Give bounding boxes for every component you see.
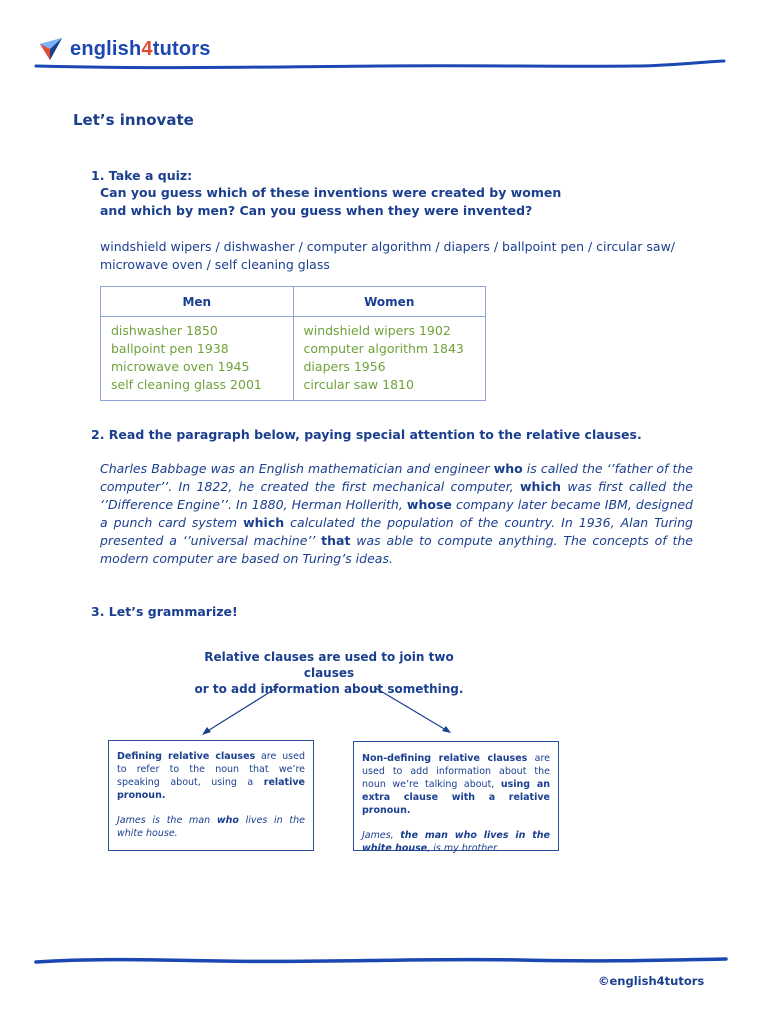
list-item: circular saw 1810	[303, 377, 414, 392]
footer-wave-divider	[0, 952, 768, 968]
inventions-word-list: windshield wipers / dishwasher / computer algorithm / diapers / ballpoint pen / circular saw/ microwave oven / self cleaning glass	[100, 239, 676, 272]
non-defining-clause-box: Non-defining relative clauses are used to add information about the noun we’re talking about, using an extra clause with a relative pronoun. James, the man who lives in the white house, is my brother.	[353, 741, 559, 851]
arrow-left	[206, 687, 278, 732]
inventions-table	[100, 286, 486, 401]
relative-pronoun: who	[493, 461, 523, 476]
men-answers-cell	[101, 317, 294, 401]
defining-example: James is the man who lives in the white house.	[117, 815, 306, 839]
relative-pronoun: that	[321, 533, 351, 548]
arrow-right	[374, 687, 446, 730]
relative-pronoun: which	[243, 515, 285, 530]
list-item: microwave oven 1945	[111, 359, 250, 374]
list-item: windshield wipers 1902	[303, 323, 451, 338]
defining-clause-box: Defining relative clauses are used to refer to the noun that we’re speaking about, using a relative pronoun. James is the man who lives in the white house.	[108, 740, 314, 851]
list-item: self cleaning glass 2001	[111, 377, 262, 392]
diagram-arrows	[190, 684, 470, 740]
brand-name: english4tutors	[70, 37, 211, 60]
footer-copyright: ©english4tutors	[598, 974, 705, 988]
list-item: diapers 1956	[303, 359, 386, 374]
women-answers-cell	[293, 317, 486, 401]
quiz-question: Can you guess which of these inventions were created by women and which by men? Can you guess when they were invented?	[100, 185, 562, 218]
reading-paragraph: Charles Babbage was an English mathematician and engineer who is called the ‘’father of the computer’’. In 1822, he created the first mechanical computer, which was first called the ‘’Difference Engine’’. In 1880, Herman Hollerith, whose company later became IBM, designed a punch card system which calculated the population of the country. In 1936, Alan Turing presented a ‘’universal machine’’ that was able to compute anything. The concepts of the modern computer are based on Turing’s ideas.	[100, 461, 693, 566]
relative-pronoun: whose	[406, 497, 452, 512]
column-header-women: Women	[293, 287, 486, 317]
quiz-heading: 1. Take a quiz:	[91, 168, 193, 183]
grammar-heading: 3. Let’s grammarize!	[91, 604, 238, 619]
reading-heading: 2. Read the paragraph below, paying special attention to the relative clauses.	[91, 427, 642, 442]
list-item: dishwasher 1850	[111, 323, 218, 338]
grammar-intro: Relative clauses are used to join two clauses or to add information about something.	[194, 650, 464, 696]
list-item: computer algorithm 1843	[303, 341, 464, 356]
column-header-men: Men	[101, 287, 294, 317]
relative-pronoun: which	[520, 479, 562, 494]
list-item: ballpoint pen 1938	[111, 341, 229, 356]
non-defining-example: James, the man who lives in the white house, is my brother.	[362, 830, 550, 854]
page-title: Let’s innovate	[73, 111, 194, 129]
header-wave-divider	[0, 58, 768, 72]
